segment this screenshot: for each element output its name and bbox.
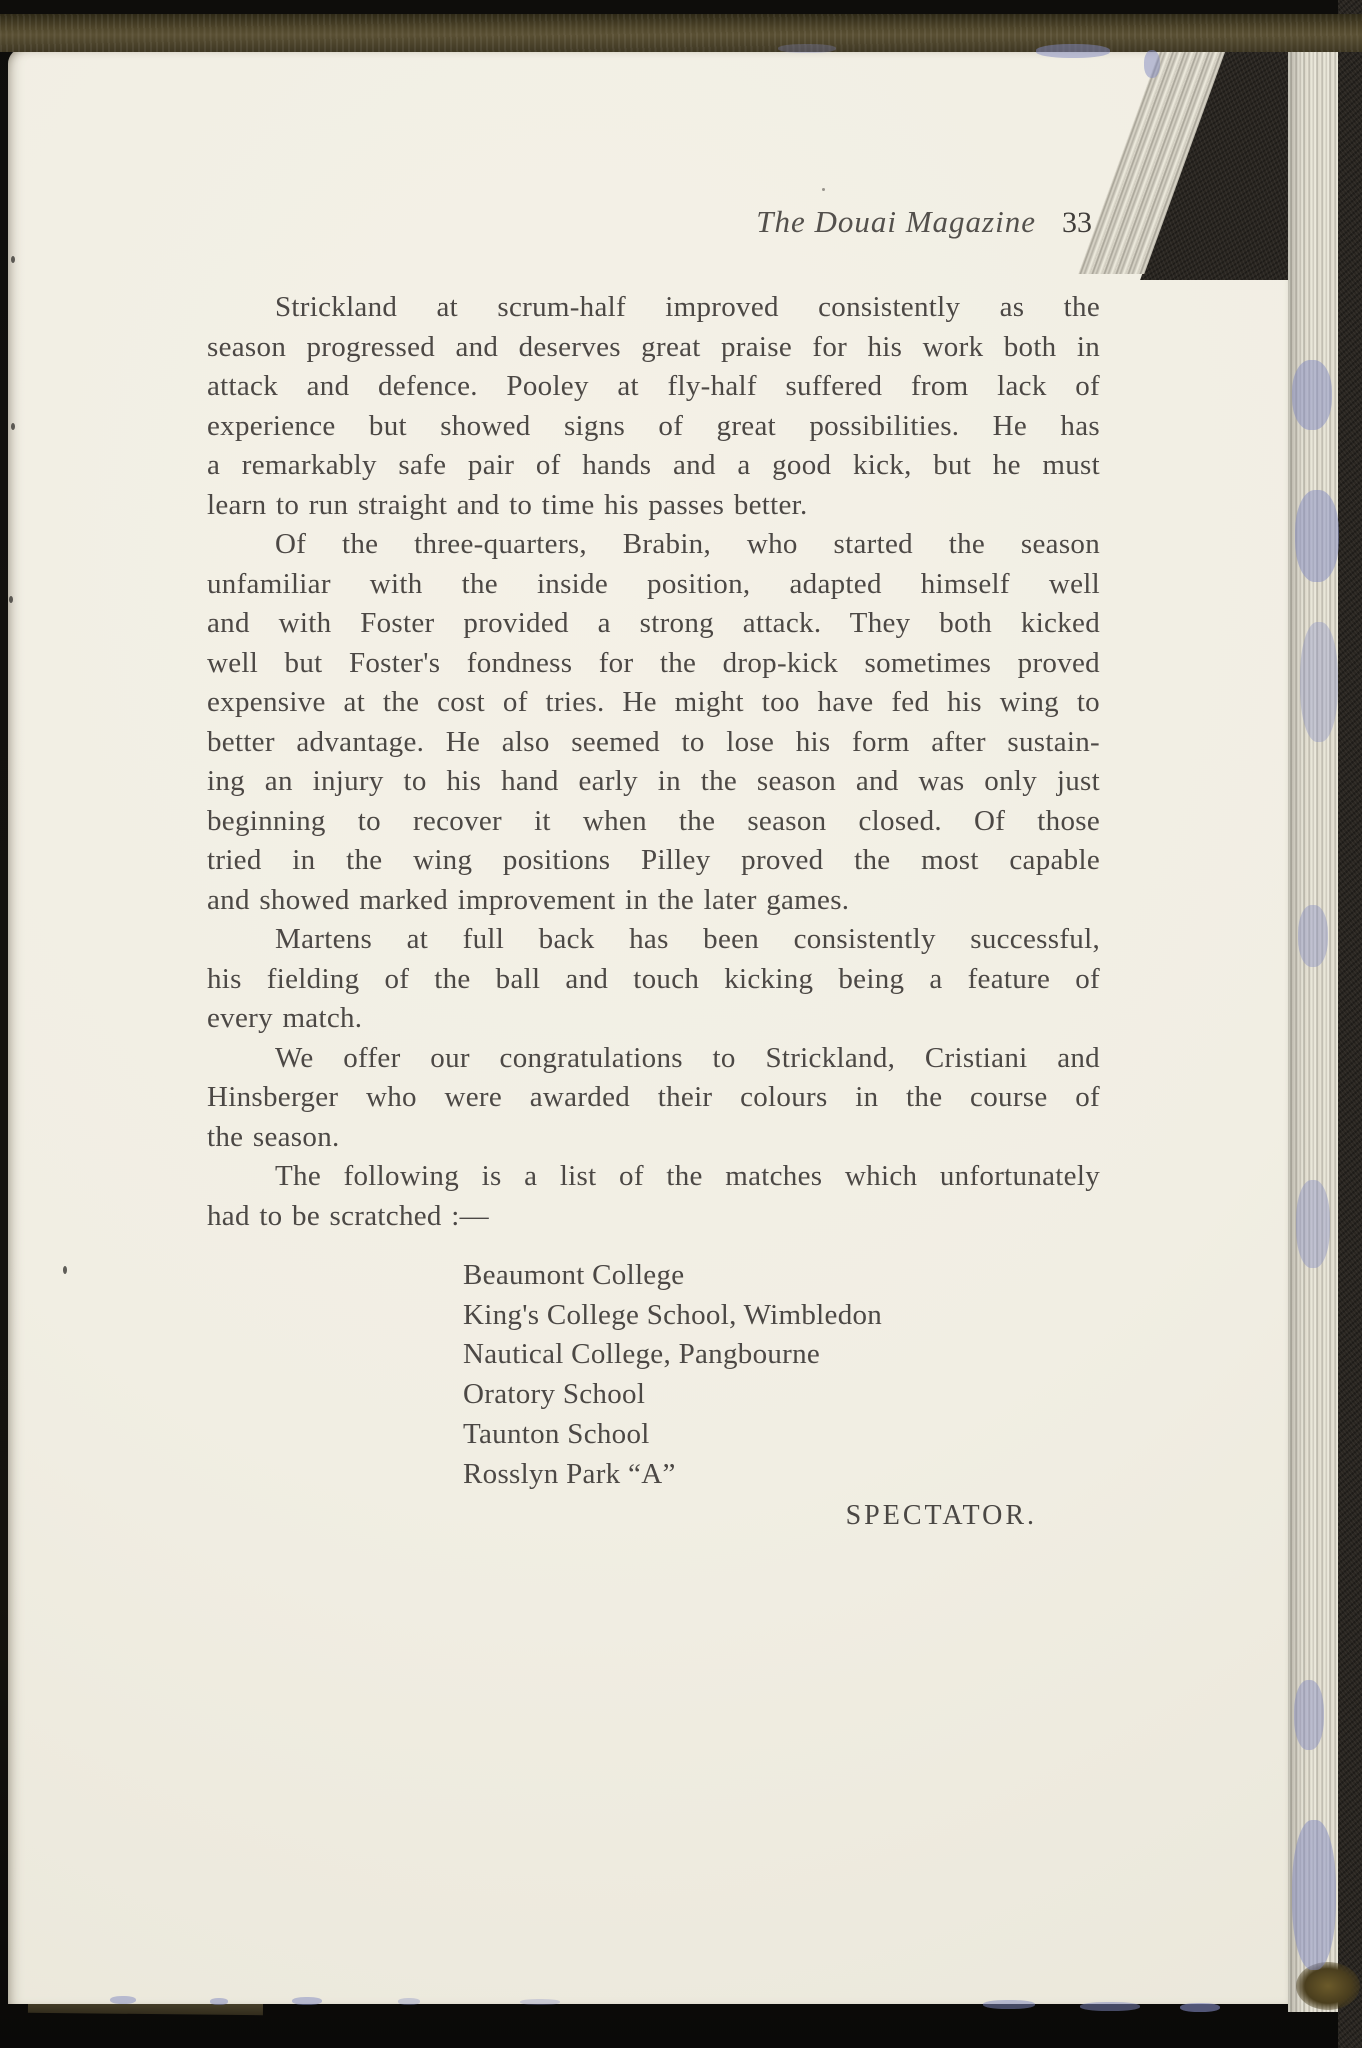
page-speck: [11, 423, 15, 430]
text-line: ing an injury to his hand early in the season and was only just: [207, 765, 1100, 797]
text-line: had to be scratched :—: [207, 1199, 489, 1232]
text-line: the season.: [207, 1120, 340, 1153]
author-signature: SPECTATOR.: [845, 1500, 1037, 1532]
ink-stain: [1294, 1680, 1324, 1750]
text-line: Of the three-quarters, Brabin, who started the season: [275, 528, 1100, 560]
text-line: Martens at full back has been consistently successful,: [275, 923, 1100, 955]
ink-stain: [1180, 2003, 1220, 2012]
text-line: Hinsberger who were awarded their colours in the course of: [207, 1081, 1100, 1113]
text-line: The following is a list of the matches which unfortunately: [275, 1160, 1100, 1192]
ink-stain: [398, 1998, 420, 2005]
text-line: his fielding of the ball and touch kicking being a feature of: [207, 962, 1100, 995]
page-speck: [11, 256, 15, 263]
text-line: attack and defence. Pooley at fly-half suffered from lack of: [207, 370, 1100, 402]
text-line: learn to run straight and to time his passes better.: [207, 488, 808, 521]
scratched-match-list: [463, 1256, 1100, 1494]
ink-stain: [1292, 360, 1332, 430]
ink-stain: [1292, 1820, 1336, 1970]
ink-stain: [520, 1999, 560, 2005]
ink-stain: [1300, 622, 1338, 742]
text-line: beginning to recover it when the season closed. Of those: [207, 804, 1100, 837]
text-line: a remarkably safe pair of hands and a good kick, but he must: [207, 449, 1100, 481]
ink-stain: [292, 1997, 322, 2005]
ink-stain: [983, 2000, 1035, 2009]
ink-stain: [1296, 1180, 1330, 1268]
paragraph: [207, 920, 1100, 1039]
text-line: better advantage. He also seemed to lose his form after sustain-: [207, 725, 1100, 758]
ink-stain: [1036, 44, 1110, 58]
paragraph: [207, 525, 1100, 920]
scratched-match: Oratory School: [463, 1378, 646, 1411]
text-line: experience but showed signs of great possibilities. He has: [207, 409, 1100, 442]
book-cover-top-band: [0, 14, 1362, 52]
text-line: We offer our congratulations to Strickland, Cristiani and: [275, 1041, 1100, 1074]
page-speck: [822, 188, 825, 191]
journal-title: The Douai Magazine: [756, 204, 1036, 239]
magazine-page: [8, 48, 1290, 2004]
text-line: well but Foster's fondness for the drop-kick sometimes proved: [207, 646, 1100, 679]
scratched-match: Nautical College, Pangbourne: [463, 1338, 821, 1371]
paragraph: [207, 1039, 1100, 1158]
text-line: every match.: [207, 1002, 363, 1034]
scratched-match: Rosslyn Park “A”: [463, 1457, 676, 1490]
text-line: Strickland at scrum-half improved consistently as the: [275, 291, 1100, 323]
text-line: and with Foster provided a strong attack. They both kicked: [207, 607, 1100, 639]
ink-stain: [1144, 50, 1160, 78]
page-number: 33: [1062, 206, 1092, 239]
paragraph: [207, 288, 1100, 525]
scratched-match: Beaumont College: [463, 1259, 685, 1291]
page-speck: [63, 1266, 67, 1274]
page-header: [207, 203, 1100, 242]
ink-stain: [778, 44, 836, 53]
scratched-match: Taunton School: [463, 1417, 650, 1450]
ink-stain: [1080, 2002, 1140, 2011]
text-column: [207, 48, 1100, 1532]
text-line: tried in the wing positions Pilley proved the most capable: [207, 844, 1100, 876]
paragraph: [207, 1157, 1100, 1236]
ink-stain: [1295, 490, 1339, 582]
ink-stain: [110, 1996, 136, 2004]
text-line: expensive at the cost of tries. He might too have fed his wing to: [207, 686, 1100, 718]
text-line: and showed marked improvement in the later games.: [207, 883, 850, 916]
ink-stain: [210, 1998, 228, 2005]
ink-stain: [1298, 905, 1328, 967]
binding-corner-wear: [1296, 1962, 1360, 2010]
scratched-match: King's College School, Wimbledon: [463, 1298, 883, 1331]
book-cover-right: [1338, 0, 1362, 2048]
page-speck: [9, 596, 13, 603]
text-line: unfamiliar with the inside position, adapted himself well: [207, 567, 1100, 600]
text-line: season progressed and deserves great praise for his work both in: [207, 330, 1100, 363]
